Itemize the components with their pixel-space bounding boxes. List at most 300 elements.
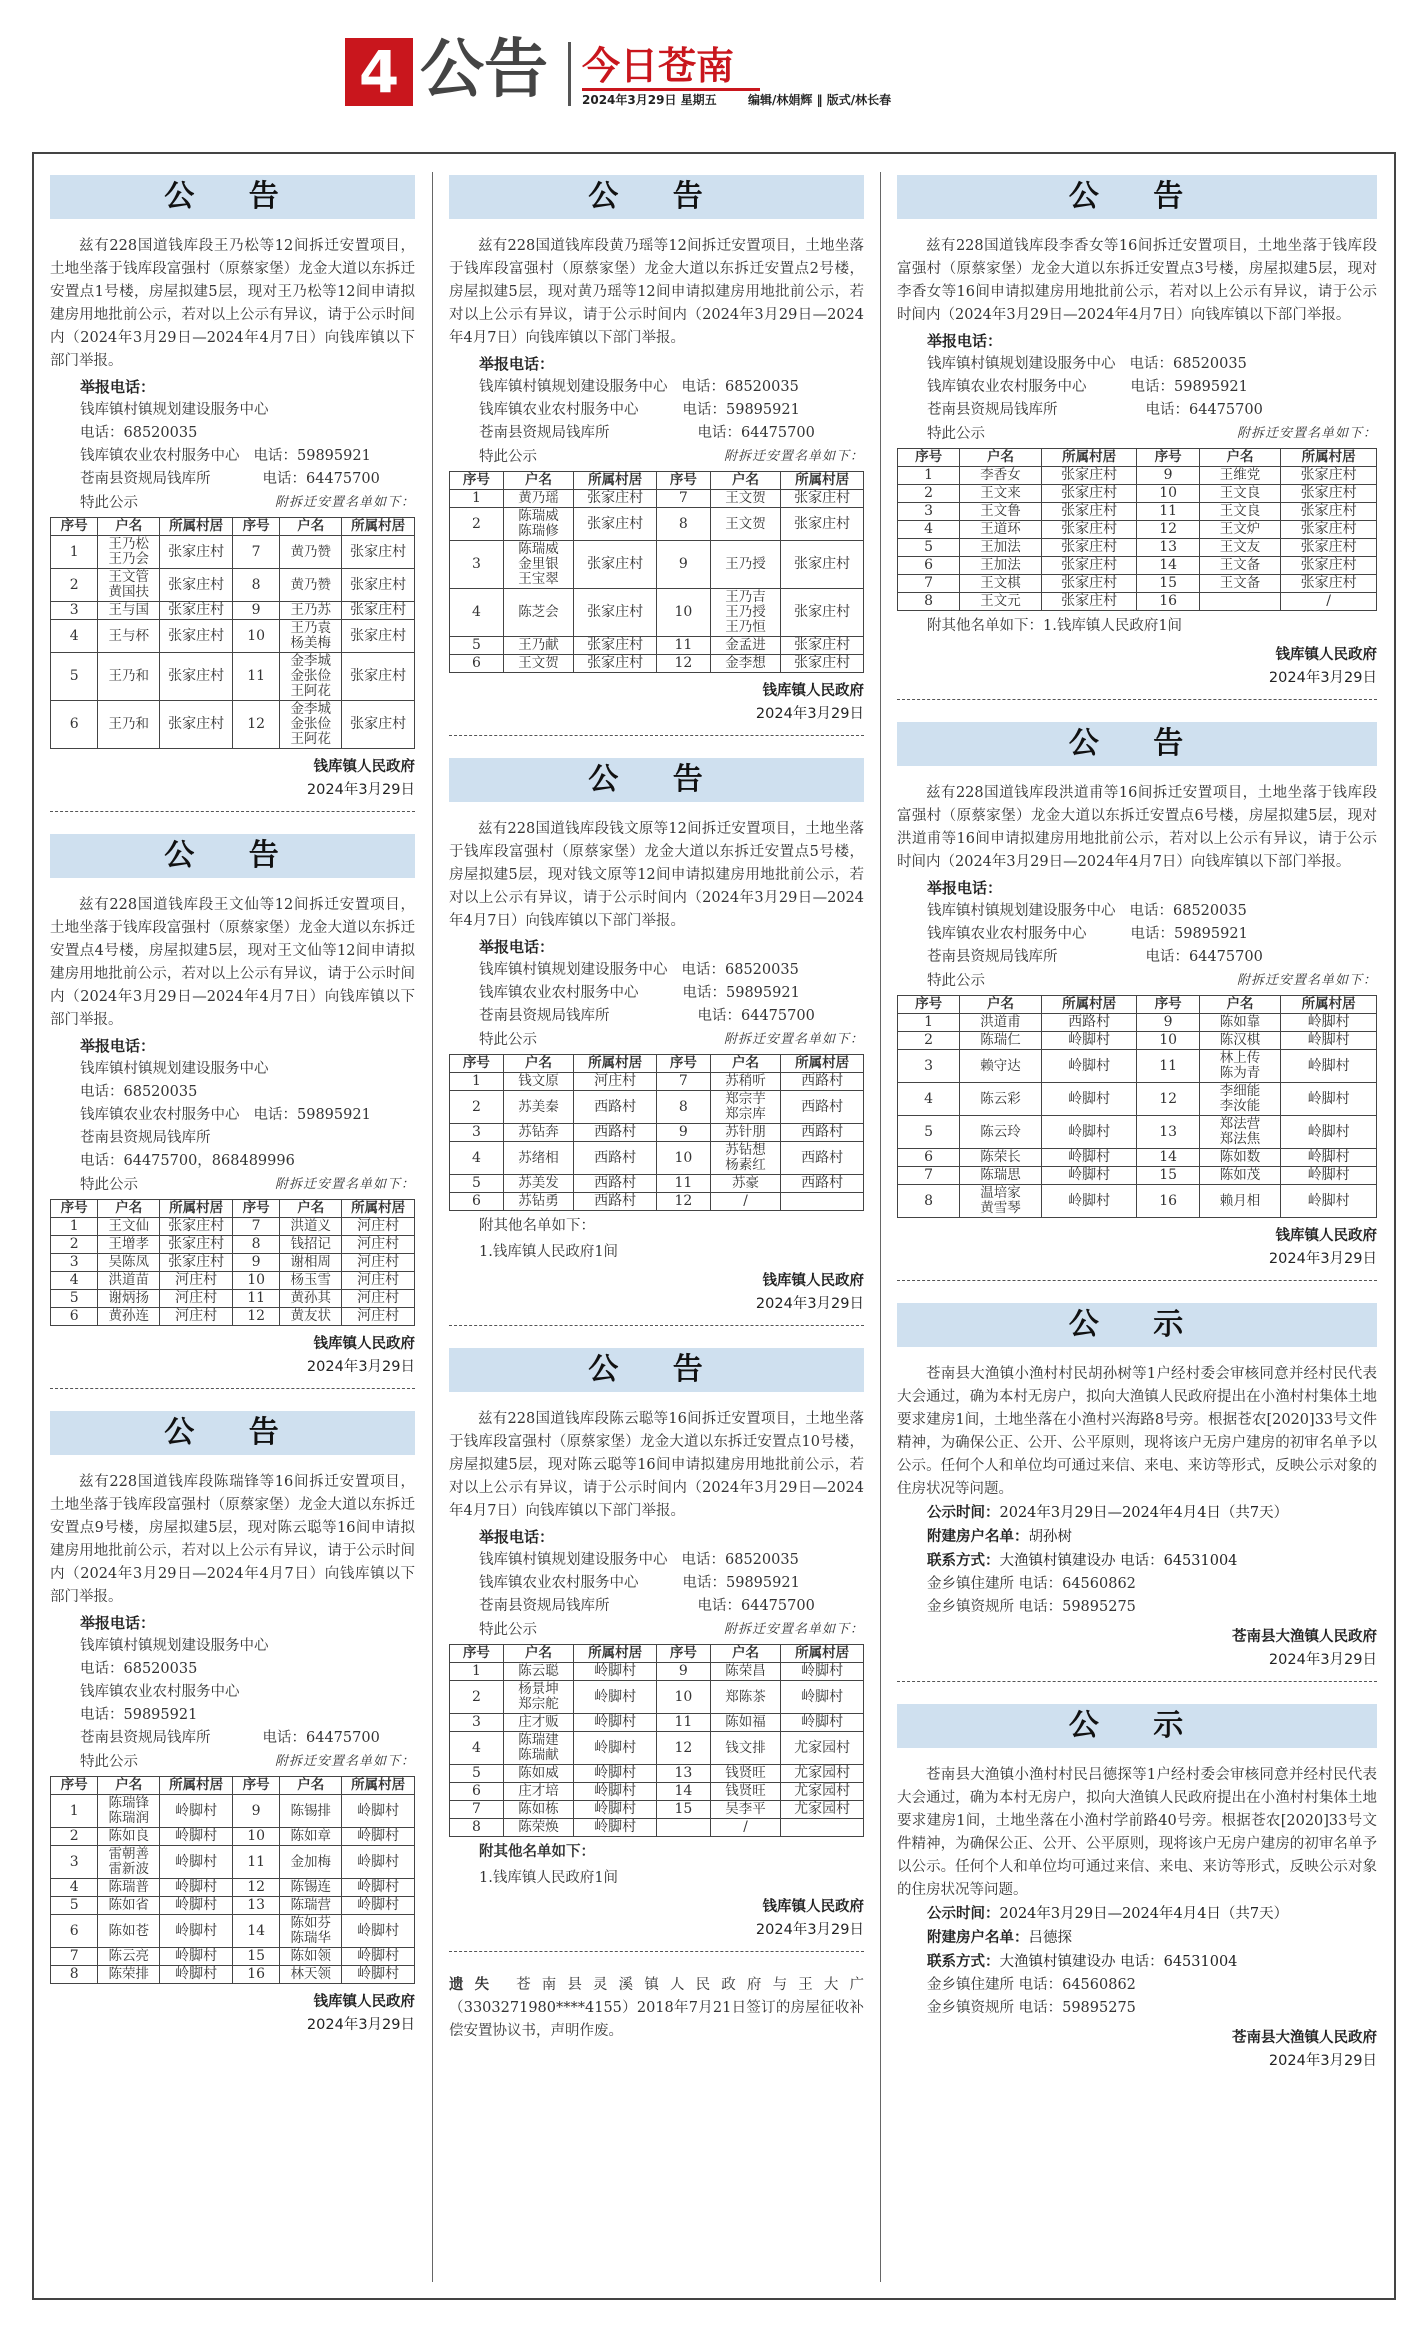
editor-credits: 编辑/林娟辉 ‖ 版式/林长春 <box>748 93 892 107</box>
table-cell: 15 <box>232 1948 279 1966</box>
table-cell: 陈如芬 陈瑞华 <box>280 1915 342 1948</box>
table-cell: 张家庄村 <box>160 620 233 653</box>
table-cell: 岭脚村 <box>574 1663 657 1681</box>
notice-separator <box>50 1388 415 1389</box>
table-cell: 尤家园村 <box>781 1801 864 1819</box>
resettlement-table <box>50 517 415 749</box>
table-row <box>51 1290 415 1308</box>
table-cell: 9 <box>1137 1014 1199 1032</box>
column-2 <box>449 175 864 2043</box>
table-cell: 张家庄村 <box>342 536 415 569</box>
table-cell: 12 <box>656 655 710 673</box>
column-header: 户名 <box>280 1777 342 1795</box>
table-cell: 张家庄村 <box>574 589 657 637</box>
table-cell: 2 <box>450 1681 504 1714</box>
table-cell: 1 <box>450 1073 504 1091</box>
table-cell: 7 <box>898 575 960 593</box>
table-cell: 张家庄村 <box>1041 503 1137 521</box>
table-cell: 11 <box>1137 1050 1199 1083</box>
table-header-row <box>898 449 1377 467</box>
contact-line: 苍南县资规局钱库所 电话：64475700 <box>80 471 380 487</box>
notice-body: 兹有228国道钱库段钱文原等12间拆迁安置项目，土地坐落于钱库段富强村（原蔡家堡）龙金大道以东拆迁安置点5号楼，房屋拟建5层，现对钱文原等12间申请拟建房用地批前公示，若对以上公示有异议，请于公示时间内（2024年3月29日—2024年4月7日）向钱库镇以下部门举报。 <box>449 821 864 929</box>
column-header: 序号 <box>232 518 279 536</box>
table-cell: 2 <box>51 1828 98 1846</box>
table-cell: 黄孙连 <box>98 1308 160 1326</box>
table-row <box>450 655 864 673</box>
table-cell: 苏绪相 <box>503 1142 573 1175</box>
notice <box>897 175 1377 700</box>
table-cell: 张家庄村 <box>160 536 233 569</box>
table-cell: 岭脚村 <box>342 1966 415 1984</box>
table-cell: 岭脚村 <box>574 1783 657 1801</box>
table-cell: 西路村 <box>781 1073 864 1091</box>
column-header: 所属村居 <box>342 518 415 536</box>
notice-period: 公示时间：2024年3月29日—2024年4月4日（共7天） <box>927 1906 1289 1922</box>
newspaper-brand: 今日苍南 <box>582 44 735 88</box>
table-row <box>51 653 415 701</box>
table-cell: 11 <box>656 637 710 655</box>
list-intro: 特此公示 附拆迁安置名单如下： <box>927 426 1377 442</box>
table-cell: 岭脚村 <box>160 1966 233 1984</box>
table-cell: 洪道苗 <box>98 1272 160 1290</box>
issue-date: 2024年3月29日 星期五 <box>582 93 717 107</box>
notice-title: 公 告 <box>50 1411 415 1455</box>
table-cell: 岭脚村 <box>574 1765 657 1783</box>
table-cell: 赖月相 <box>1199 1185 1280 1218</box>
table-row <box>51 1879 415 1897</box>
page-number: 4 <box>345 38 413 106</box>
column-header: 序号 <box>656 1645 710 1663</box>
table-row <box>450 637 864 655</box>
table-row <box>51 1236 415 1254</box>
notice-body: 苍南县大渔镇小渔村村民胡孙树等1户经村委会审核同意并经村民代表大会通过，确为本村无房户，拟向大渔镇人民政府提出在小渔村村集体土地要求建房1间，土地坐落在小渔村兴海路8号旁。根据苍农[2020]33号文件精神，为确保公正、公开、公平原则，现将该户无房户建房的初审名单予以公示。任何个人和单位均可通过来信、来电、来访等形式，反映公示对象的住房状况等问题。 <box>897 1366 1377 1497</box>
table-cell: 8 <box>232 1236 279 1254</box>
table-cell: 张家庄村 <box>1041 593 1137 611</box>
table-row <box>51 1897 415 1915</box>
column-header: 户名 <box>503 1055 573 1073</box>
table-cell: 陈瑞建 陈瑞献 <box>503 1732 573 1765</box>
table-cell: 岭脚村 <box>1281 1185 1377 1218</box>
table-cell: 岭脚村 <box>781 1714 864 1732</box>
column-header: 序号 <box>898 449 960 467</box>
table-row <box>450 1732 864 1765</box>
notice-separator <box>897 699 1377 700</box>
contact-line: 苍南县资规局钱库所 电话：64475700 <box>927 949 1263 965</box>
applicant-name: 附建房户名单：胡孙树 <box>927 1529 1072 1545</box>
table-cell: 陈如良 <box>98 1828 160 1846</box>
column-header: 序号 <box>450 472 504 490</box>
column-header: 所属村居 <box>781 1055 864 1073</box>
notice-body: 苍南县大渔镇小渔村村民吕德探等1户经村委会审核同意并经村民代表大会通过，确为本村无房户，拟向大渔镇人民政府提出在小渔村村集体土地要求建房1间，土地坐落在小渔村学前路40号旁。根据苍农[2020]33号文件精神，为确保公正、公开、公平原则，现将该户无房户建房的初审名单予以公示。任何个人和单位均可通过来信、来电、来访等形式，反映公示对象的住房状况等问题。 <box>897 1767 1377 1898</box>
table-cell: 尤家园村 <box>781 1765 864 1783</box>
table-cell: 岭脚村 <box>1281 1116 1377 1149</box>
table-cell: 岭脚村 <box>1281 1083 1377 1116</box>
table-cell: 张家庄村 <box>160 569 233 602</box>
table-cell: 6 <box>51 1915 98 1948</box>
column-header: 户名 <box>98 1200 160 1218</box>
contact-line: 金乡镇资规所 电话：59895275 <box>927 1599 1136 1615</box>
signature: 钱库镇人民政府 <box>762 683 864 699</box>
column-header: 所属村居 <box>781 472 864 490</box>
table-cell: 钱招记 <box>280 1236 342 1254</box>
table-cell: 6 <box>51 701 98 749</box>
notice-title: 公 示 <box>897 1704 1377 1748</box>
table-cell: 王乃苏 <box>280 602 342 620</box>
table-cell: 岭脚村 <box>342 1846 415 1879</box>
table-cell: 1 <box>51 1218 98 1236</box>
table-cell: 陈如靠 <box>1199 1014 1280 1032</box>
table-cell: 陈锡连 <box>280 1879 342 1897</box>
table-cell: 陈云聪 <box>503 1663 573 1681</box>
contact-line: 电话：68520035 <box>80 1661 198 1677</box>
table-cell: 13 <box>1137 1116 1199 1149</box>
column-divider <box>880 172 881 2282</box>
table-cell: 岭脚村 <box>1281 1167 1377 1185</box>
report-phone-heading: 举报电话： <box>927 332 1003 350</box>
table-row <box>51 1795 415 1828</box>
list-intro: 特此公示 附拆迁安置名单如下： <box>80 495 415 511</box>
contact-method: 联系方式：大渔镇村镇建设办 电话：64531004 <box>927 1954 1238 1970</box>
table-cell: 6 <box>450 1783 504 1801</box>
table-header-row <box>898 996 1377 1014</box>
table-cell: 黄乃赞 <box>280 569 342 602</box>
table-cell: 陈荣焕 <box>503 1819 573 1837</box>
table-cell: 9 <box>656 1124 710 1142</box>
table-cell: 岭脚村 <box>1041 1185 1137 1218</box>
table-row <box>51 1915 415 1948</box>
table-cell: 岭脚村 <box>574 1681 657 1714</box>
notice <box>50 834 415 1389</box>
table-row <box>898 1185 1377 1218</box>
table-row <box>898 503 1377 521</box>
table-cell: 陈云彩 <box>960 1083 1041 1116</box>
table-cell: 6 <box>450 655 504 673</box>
table-cell: 王文备 <box>1199 557 1280 575</box>
table-cell: 1 <box>450 1663 504 1681</box>
table-row <box>450 1801 864 1819</box>
table-cell: 钱文排 <box>710 1732 780 1765</box>
table-cell: 西路村 <box>781 1175 864 1193</box>
table-row <box>450 1193 864 1211</box>
table-cell: 王文棋 <box>960 575 1041 593</box>
table-cell: 陈如茂 <box>1199 1167 1280 1185</box>
table-cell: 王乃献 <box>503 637 573 655</box>
table-cell: 12 <box>656 1193 710 1211</box>
table-row <box>450 1714 864 1732</box>
table-cell: 庄才培 <box>503 1783 573 1801</box>
table-cell: 3 <box>51 602 98 620</box>
signature: 钱库镇人民政府 <box>1275 647 1377 663</box>
contact-line: 钱库镇村镇规划建设服务中心 <box>80 402 269 418</box>
table-cell: 10 <box>656 589 710 637</box>
table-cell: 张家庄村 <box>1281 485 1377 503</box>
table-row <box>450 1175 864 1193</box>
table-row <box>51 1308 415 1326</box>
table-cell: 张家庄村 <box>342 569 415 602</box>
table-cell: 4 <box>450 1732 504 1765</box>
table-cell: 14 <box>232 1915 279 1948</box>
table-cell: 4 <box>51 620 98 653</box>
column-header: 户名 <box>960 449 1041 467</box>
contact-line: 苍南县资规局钱库所 电话：64475700 <box>927 402 1263 418</box>
contact-line: 苍南县资规局钱库所 电话：64475700 <box>80 1730 380 1746</box>
table-cell: 12 <box>1137 521 1199 539</box>
table-cell: 岭脚村 <box>1041 1083 1137 1116</box>
table-row <box>450 1765 864 1783</box>
table-cell: 陈瑞威 陈瑞修 <box>503 508 573 541</box>
contact-method: 联系方式：大渔镇村镇建设办 电话：64531004 <box>927 1553 1238 1569</box>
table-cell: 河庄村 <box>160 1272 233 1290</box>
table-cell: 11 <box>232 1846 279 1879</box>
signature-date: 2024年3月29日 <box>306 2017 415 2033</box>
table-cell: 张家庄村 <box>781 637 864 655</box>
table-cell: 3 <box>450 1714 504 1732</box>
table-cell: 2 <box>450 508 504 541</box>
table-cell: 张家庄村 <box>574 637 657 655</box>
table-cell: 7 <box>51 1948 98 1966</box>
table-cell: / <box>710 1193 780 1211</box>
column-header: 所属村居 <box>160 1777 233 1795</box>
table-cell: 岭脚村 <box>1041 1032 1137 1050</box>
table-cell: 王乃授 <box>710 541 780 589</box>
column-header: 户名 <box>98 1777 160 1795</box>
table-cell: 陈瑞锋 陈瑞润 <box>98 1795 160 1828</box>
table-cell: 岭脚村 <box>342 1879 415 1897</box>
table-cell: 王文友 <box>1199 539 1280 557</box>
table-cell: 陈如省 <box>98 1897 160 1915</box>
table-cell: 2 <box>51 569 98 602</box>
contact-line: 钱库镇村镇规划建设服务中心 电话：68520035 <box>479 379 799 395</box>
table-cell: 雷朝善 雷新波 <box>98 1846 160 1879</box>
table-cell: 13 <box>1137 539 1199 557</box>
table-cell: 金李城 金张俭 王阿花 <box>280 653 342 701</box>
table-row <box>450 508 864 541</box>
table-cell: 12 <box>232 701 279 749</box>
table-cell: 9 <box>1137 467 1199 485</box>
table-cell: 张家庄村 <box>1041 557 1137 575</box>
table-cell: 西路村 <box>781 1142 864 1175</box>
table-cell: 8 <box>656 1091 710 1124</box>
table-cell: 张家庄村 <box>1281 557 1377 575</box>
table-cell: 岭脚村 <box>160 1915 233 1948</box>
table-cell: 张家庄村 <box>1041 467 1137 485</box>
resettlement-table <box>50 1776 415 1984</box>
column-3 <box>897 175 1377 2094</box>
notice-separator <box>50 811 415 812</box>
table-cell <box>1199 593 1280 611</box>
table-cell: 岭脚村 <box>342 1795 415 1828</box>
table-cell: 11 <box>1137 503 1199 521</box>
table-cell: 10 <box>232 1272 279 1290</box>
contact-line: 苍南县资规局钱库所 <box>80 1130 211 1146</box>
list-intro: 特此公示 附拆迁安置名单如下： <box>80 1754 415 1770</box>
table-cell: 岭脚村 <box>342 1828 415 1846</box>
table-cell: 岭脚村 <box>1041 1116 1137 1149</box>
table-cell <box>656 1819 710 1837</box>
table-cell: 河庄村 <box>342 1218 415 1236</box>
notice <box>897 722 1377 1281</box>
table-cell: 王加法 <box>960 557 1041 575</box>
signature: 钱库镇人民政府 <box>313 1994 415 2010</box>
report-phone-heading: 举报电话： <box>80 1037 156 1055</box>
table-cell: 张家庄村 <box>1041 575 1137 593</box>
contact-line: 苍南县资规局钱库所 电话：64475700 <box>479 1598 815 1614</box>
table-row <box>51 602 415 620</box>
table-cell: 西路村 <box>574 1142 657 1175</box>
table-cell: 苏稍听 <box>710 1073 780 1091</box>
table-cell: 5 <box>450 637 504 655</box>
table-cell: 10 <box>1137 1032 1199 1050</box>
table-cell: 陈瑞仁 <box>960 1032 1041 1050</box>
table-cell: 苏美发 <box>503 1175 573 1193</box>
table-cell: 西路村 <box>1041 1014 1137 1032</box>
table-cell: 钱贤旺 <box>710 1783 780 1801</box>
notice-body: 兹有228国道钱库段王乃松等12间拆迁安置项目，土地坐落于钱库段富强村（原蔡家堡）龙金大道以东拆迁安置点1号楼，房屋拟建5层，现对王乃松等12间申请拟建房用地批前公示，若对以上公示有异议，请于公示时间内（2024年3月29日—2024年4月7日）向钱库镇以下部门举报。 <box>50 238 415 369</box>
table-cell: 洪道义 <box>280 1218 342 1236</box>
column-header: 所属村居 <box>574 1055 657 1073</box>
report-phone-heading: 举报电话： <box>927 879 1003 897</box>
table-cell: 6 <box>898 1149 960 1167</box>
table-cell: 2 <box>898 1032 960 1050</box>
table-cell: 张家庄村 <box>160 653 233 701</box>
table-cell: 苏钻想 杨素红 <box>710 1142 780 1175</box>
table-cell: 5 <box>898 539 960 557</box>
table-cell: 岭脚村 <box>1281 1050 1377 1083</box>
column-header: 序号 <box>656 472 710 490</box>
table-header-row <box>450 1055 864 1073</box>
column-header: 所属村居 <box>342 1777 415 1795</box>
notice-body: 兹有228国道钱库段黄乃瑶等12间拆迁安置项目，土地坐落于钱库段富强村（原蔡家堡）龙金大道以东拆迁安置点2号楼，房屋拟建5层，现对黄乃瑶等12间申请拟建房用地批前公示，若对以上公示有异议，请于公示时间内（2024年3月29日—2024年4月7日）向钱库镇以下部门举报。 <box>449 238 864 346</box>
table-cell: 吴陈凤 <box>98 1254 160 1272</box>
table-cell: 陈云亮 <box>98 1948 160 1966</box>
notice-title: 公 示 <box>897 1303 1377 1347</box>
list-intro: 特此公示 附拆迁安置名单如下： <box>479 1032 864 1048</box>
table-cell: 张家庄村 <box>160 1236 233 1254</box>
table-cell: 7 <box>232 1218 279 1236</box>
column-header: 序号 <box>450 1055 504 1073</box>
column-header: 所属村居 <box>160 518 233 536</box>
notice-separator <box>449 1325 864 1326</box>
table-cell: 3 <box>51 1254 98 1272</box>
notice <box>449 758 864 1326</box>
column-header: 户名 <box>960 996 1041 1014</box>
resettlement-table <box>897 995 1377 1218</box>
table-row <box>51 569 415 602</box>
public-notice <box>897 1303 1377 1682</box>
table-cell: 15 <box>1137 1167 1199 1185</box>
column-header: 户名 <box>98 518 160 536</box>
table-cell: 王文贺 <box>710 508 780 541</box>
table-cell: 郑宗芋 郑宗库 <box>710 1091 780 1124</box>
contact-line: 钱库镇村镇规划建设服务中心 <box>80 1638 269 1654</box>
notice-title: 公 告 <box>50 175 415 219</box>
table-row <box>898 1116 1377 1149</box>
table-cell: 岭脚村 <box>160 1828 233 1846</box>
list-intro: 特此公示 附拆迁安置名单如下： <box>80 1177 415 1193</box>
table-cell: 王文良 <box>1199 503 1280 521</box>
table-cell: 张家庄村 <box>342 653 415 701</box>
notice-title: 公 告 <box>897 175 1377 219</box>
table-cell: 15 <box>1137 575 1199 593</box>
table-row <box>898 521 1377 539</box>
table-cell: 庄才贩 <box>503 1714 573 1732</box>
table-cell: 11 <box>656 1714 710 1732</box>
notice-separator <box>449 735 864 736</box>
table-cell: 张家庄村 <box>160 1254 233 1272</box>
table-cell: 河庄村 <box>342 1308 415 1326</box>
table-cell: 李细能 李汝能 <box>1199 1083 1280 1116</box>
table-cell: 岭脚村 <box>574 1732 657 1765</box>
table-row <box>898 1149 1377 1167</box>
table-cell: 陈荣长 <box>960 1149 1041 1167</box>
table-cell: 王文贺 <box>710 490 780 508</box>
table-cell: 钱文原 <box>503 1073 573 1091</box>
signature: 苍南县大渔镇人民政府 <box>1232 1629 1377 1645</box>
notice-separator <box>449 1951 864 1952</box>
notice <box>50 175 415 812</box>
table-cell: 林上传 陈为青 <box>1199 1050 1280 1083</box>
table-cell: 张家庄村 <box>1041 521 1137 539</box>
table-cell: 岭脚村 <box>574 1714 657 1732</box>
table-row <box>898 1167 1377 1185</box>
table-cell: 陈如栋 <box>503 1801 573 1819</box>
table-cell: 10 <box>1137 485 1199 503</box>
resettlement-table <box>897 448 1377 611</box>
notice-title: 公 告 <box>449 1348 864 1392</box>
table-cell: 河庄村 <box>342 1290 415 1308</box>
contact-line: 电话：64475700，868489996 <box>80 1153 295 1169</box>
table-row <box>51 1272 415 1290</box>
table-cell: 12 <box>656 1732 710 1765</box>
table-cell: 9 <box>656 541 710 589</box>
column-header: 所属村居 <box>1281 996 1377 1014</box>
table-cell: 张家庄村 <box>1281 539 1377 557</box>
table-cell: 西路村 <box>574 1091 657 1124</box>
table-cell: 9 <box>232 602 279 620</box>
table-row <box>51 536 415 569</box>
table-cell: 尤家园村 <box>781 1732 864 1765</box>
table-row <box>898 485 1377 503</box>
table-cell: 王文管 黄国扶 <box>98 569 160 602</box>
other-list-label: 附其他名单如下： <box>479 1218 595 1234</box>
table-cell: 4 <box>51 1272 98 1290</box>
table-row <box>51 620 415 653</box>
table-cell: 岭脚村 <box>160 1846 233 1879</box>
table-cell: 王与杯 <box>98 620 160 653</box>
resettlement-table <box>449 1054 864 1211</box>
notice-title: 公 告 <box>449 175 864 219</box>
table-header-row <box>51 518 415 536</box>
table-cell: 11 <box>232 653 279 701</box>
table-row <box>51 1948 415 1966</box>
table-row <box>51 1966 415 1984</box>
table-cell: 岭脚村 <box>1281 1149 1377 1167</box>
table-cell: 河庄村 <box>342 1236 415 1254</box>
resettlement-table <box>449 471 864 673</box>
contact-line: 钱库镇农业农村服务中心 电话：59895921 <box>80 448 371 464</box>
table-cell: 陈如福 <box>710 1714 780 1732</box>
contact-line: 苍南县资规局钱库所 电话：64475700 <box>479 425 815 441</box>
table-cell: 陈瑞思 <box>960 1167 1041 1185</box>
table-row <box>450 1819 864 1837</box>
notice-title: 公 告 <box>50 834 415 878</box>
signature-date: 2024年3月29日 <box>306 782 415 798</box>
table-cell: 王维党 <box>1199 467 1280 485</box>
table-cell: 陈如领 <box>280 1948 342 1966</box>
signature: 钱库镇人民政府 <box>313 759 415 775</box>
table-cell: 张家庄村 <box>781 490 864 508</box>
table-cell: 4 <box>898 521 960 539</box>
